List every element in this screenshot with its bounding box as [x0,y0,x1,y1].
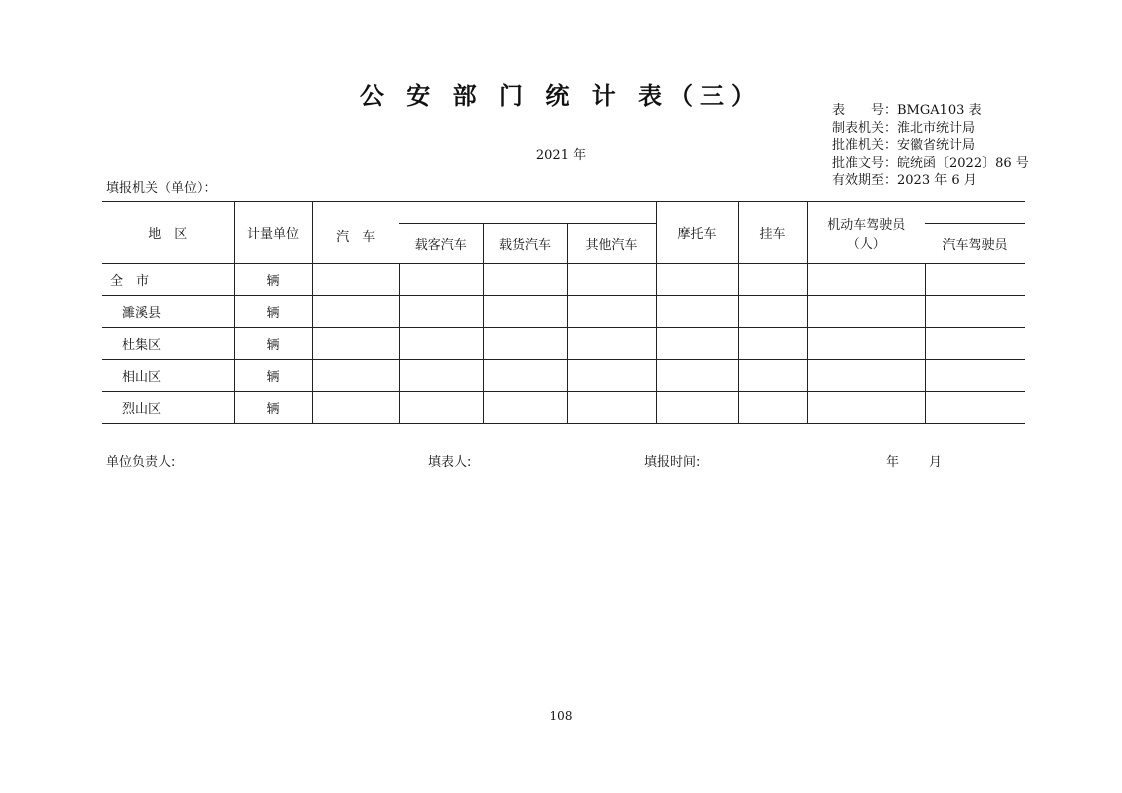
table-row [102,264,1025,296]
value-cell[interactable] [656,360,738,392]
value-cell[interactable] [312,296,399,328]
value-cell[interactable] [807,328,925,360]
value-cell[interactable] [656,264,738,296]
unit-cell: 辆 [234,392,312,424]
value-cell[interactable] [312,360,399,392]
value-cell[interactable] [483,392,567,424]
header-car [312,202,399,264]
approval-document: 批准文号：皖统函〔2022〕86 号 [832,155,1029,171]
unit-cell: 辆 [234,328,312,360]
footer-fill-time: 填报时间: [644,455,701,470]
footer-responsible: 单位负责人: [106,455,176,470]
table-row [102,392,1025,424]
header-passenger-car: 载客汽车 [399,224,483,264]
value-cell[interactable] [925,296,1025,328]
value-cell[interactable] [925,328,1025,360]
value-cell[interactable] [807,392,925,424]
value-cell[interactable] [567,296,656,328]
page-number: 108 [549,709,573,723]
value-cell[interactable] [312,264,399,296]
value-cell[interactable] [312,392,399,424]
region-cell: 杜集区 [102,328,234,360]
value-cell[interactable] [807,264,925,296]
header-car-label: 汽 车 [336,230,376,245]
value-cell[interactable] [925,392,1025,424]
value-cell[interactable] [399,392,483,424]
approving-authority: 批准机关：安徽省统计局 [832,138,976,153]
unit-cell: 辆 [234,264,312,296]
page-title: 公 安 部 门 统 计 表（三） [359,82,763,110]
table-row [102,328,1025,360]
value-cell[interactable] [399,296,483,328]
value-cell[interactable] [656,296,738,328]
value-cell[interactable] [925,264,1025,296]
filler-label: 填报机关（单位）： [106,181,217,196]
form-number: 表 号：BMGA103 表 [832,103,982,118]
value-cell[interactable] [567,360,656,392]
value-cell[interactable] [483,328,567,360]
issuing-authority: 制表机关：淮北市统计局 [832,120,976,136]
header-car-subgroup [399,202,656,224]
value-cell[interactable] [807,296,925,328]
region-cell: 烈山区 [102,392,234,424]
header-drivers-subgroup [925,202,1025,224]
value-cell[interactable] [399,264,483,296]
footer-year: 年 [886,455,900,470]
header-drivers-unit: （人） [846,236,886,252]
header-region: 地 区 [102,202,234,264]
header-drivers-label: 机动车驾驶员 [827,217,906,233]
header-cargo-car: 载货汽车 [483,224,567,264]
value-cell[interactable] [656,328,738,360]
value-cell[interactable] [567,328,656,360]
statistics-table [102,201,1025,424]
value-cell[interactable] [483,296,567,328]
value-cell[interactable] [399,360,483,392]
footer-month: 月 [929,455,943,470]
header-motorcycle: 摩托车 [656,202,738,264]
region-cell: 濉溪县 [102,296,234,328]
value-cell[interactable] [312,328,399,360]
value-cell[interactable] [738,360,807,392]
header-trailer: 挂车 [738,202,807,264]
value-cell[interactable] [738,328,807,360]
table-row [102,296,1025,328]
value-cell[interactable] [399,328,483,360]
header-drivers [807,202,925,264]
value-cell[interactable] [483,360,567,392]
header-car-drivers: 汽车驾驶员 [925,224,1025,264]
region-cell: 全 市 [102,264,234,296]
report-year: 2021 年 [535,148,587,163]
table-row [102,360,1025,392]
header-other-car: 其他汽车 [567,224,656,264]
region-cell: 相山区 [102,360,234,392]
header-unit: 计量单位 [234,202,312,264]
unit-cell: 辆 [234,296,312,328]
valid-until: 有效期至：2023 年 6 月 [832,173,977,188]
value-cell[interactable] [925,360,1025,392]
unit-cell: 辆 [234,360,312,392]
value-cell[interactable] [738,392,807,424]
value-cell[interactable] [567,264,656,296]
value-cell[interactable] [656,392,738,424]
footer-preparer: 填表人: [428,455,472,470]
value-cell[interactable] [483,264,567,296]
value-cell[interactable] [807,360,925,392]
value-cell[interactable] [738,264,807,296]
value-cell[interactable] [738,296,807,328]
value-cell[interactable] [567,392,656,424]
